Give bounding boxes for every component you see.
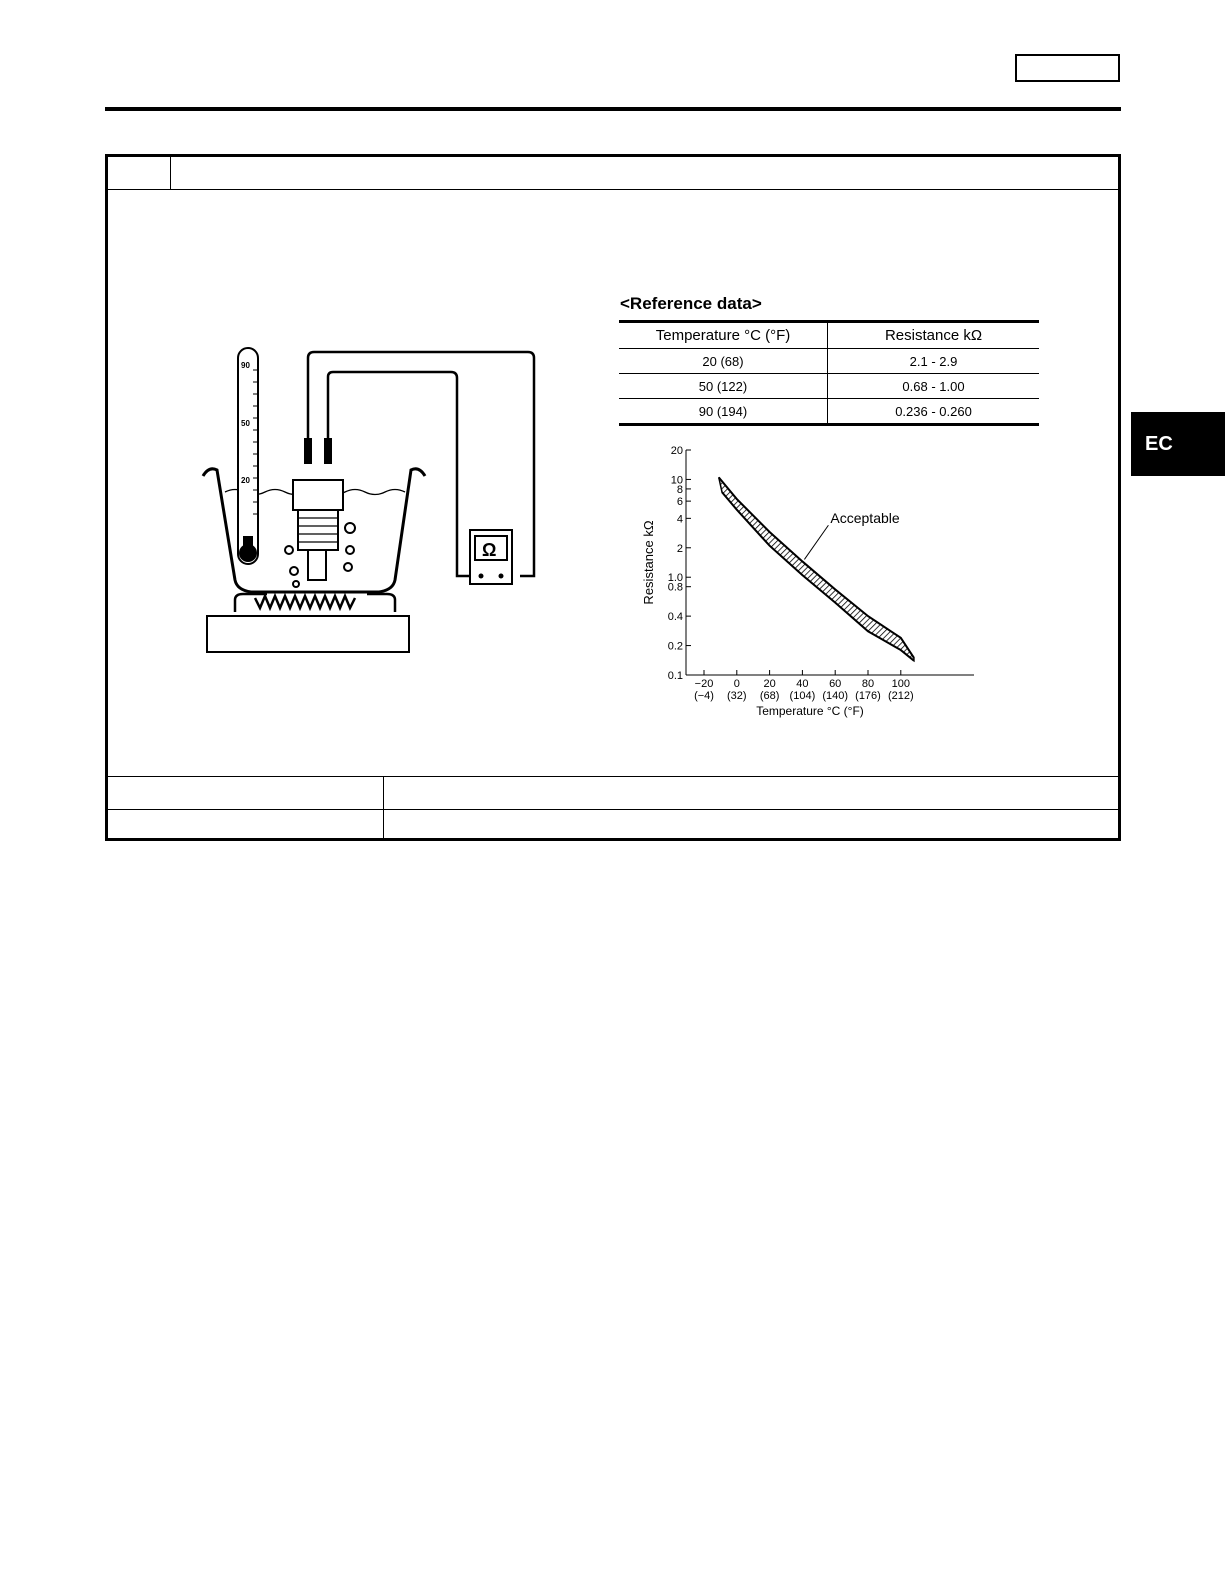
y-tick-label: 8 xyxy=(676,483,683,496)
x-tick-sublabel: (68) xyxy=(759,690,780,702)
reference-column-temperature: Temperature °C (°F) xyxy=(619,322,828,349)
x-tick-label: 20 xyxy=(763,678,776,690)
table-row xyxy=(619,399,1039,425)
x-tick-label: 100 xyxy=(891,678,910,690)
y-tick-label: 6 xyxy=(676,496,683,509)
reference-cell-resistance: 0.236 - 0.260 xyxy=(828,399,1040,425)
result-row-rule-top xyxy=(108,776,1118,777)
resistance-temperature-chart xyxy=(640,440,1000,740)
reference-cell-temperature: 90 (194) xyxy=(619,399,828,425)
reference-table-header-row xyxy=(619,322,1039,349)
x-axis-label: Temperature °C (°F) xyxy=(756,704,864,718)
y-tick-label: 10 xyxy=(670,474,683,487)
x-tick-label: 0 xyxy=(733,678,740,690)
frame-header-rule xyxy=(108,189,1118,190)
page-code-box xyxy=(1015,54,1120,82)
x-tick-label: −20 xyxy=(694,678,714,690)
y-tick-label: 0.4 xyxy=(667,611,683,624)
reference-cell-resistance: 0.68 - 1.00 xyxy=(828,374,1040,399)
result-row-rule-middle xyxy=(108,809,1118,810)
reference-cell-temperature: 20 (68) xyxy=(619,349,828,374)
x-tick-label: 60 xyxy=(829,678,842,690)
acceptable-annotation: Acceptable xyxy=(830,509,900,526)
x-tick-sublabel: (176) xyxy=(855,690,881,702)
y-tick-label: 2 xyxy=(676,542,683,555)
y-tick-label: 0.8 xyxy=(667,581,683,594)
result-column-divider xyxy=(383,776,384,841)
x-tick-sublabel: (104) xyxy=(789,690,816,702)
frame-step-divider xyxy=(170,157,171,189)
reference-data-table xyxy=(619,320,1039,426)
ohmmeter-symbol: Ω xyxy=(482,540,497,560)
reference-column-resistance: Resistance kΩ xyxy=(828,322,1040,349)
y-tick-label: 4 xyxy=(676,513,683,526)
x-tick-label: 80 xyxy=(861,678,875,690)
thermometer-tick-50: 50 xyxy=(241,419,250,428)
reference-data-title: <Reference data> xyxy=(620,294,762,313)
y-tick-label: 20 xyxy=(670,445,683,457)
x-tick-sublabel: (−4) xyxy=(694,690,714,702)
acceptable-band xyxy=(719,477,914,660)
x-tick-sublabel: (32) xyxy=(727,690,747,702)
section-tab-ec[interactable]: EC xyxy=(1131,412,1225,476)
x-tick-label: 40 xyxy=(796,678,809,690)
x-tick-sublabel: (140) xyxy=(822,690,849,702)
reference-cell-temperature: 50 (122) xyxy=(619,374,828,399)
table-row xyxy=(619,349,1039,374)
x-tick-sublabel: (212) xyxy=(887,690,914,702)
thermometer-tick-90: 90 xyxy=(241,361,250,370)
acceptable-leader-line xyxy=(804,525,828,559)
sensor-test-illustration xyxy=(195,340,555,670)
reference-cell-resistance: 2.1 - 2.9 xyxy=(828,349,1040,374)
y-tick-label: 0.2 xyxy=(667,640,683,653)
thermometer-tick-20: 20 xyxy=(241,476,250,485)
y-tick-label: 0.1 xyxy=(667,670,683,682)
header-rule xyxy=(105,107,1121,111)
y-tick-label: 1.0 xyxy=(667,572,683,585)
y-axis-label: Resistance kΩ xyxy=(641,520,656,605)
table-row xyxy=(619,374,1039,399)
